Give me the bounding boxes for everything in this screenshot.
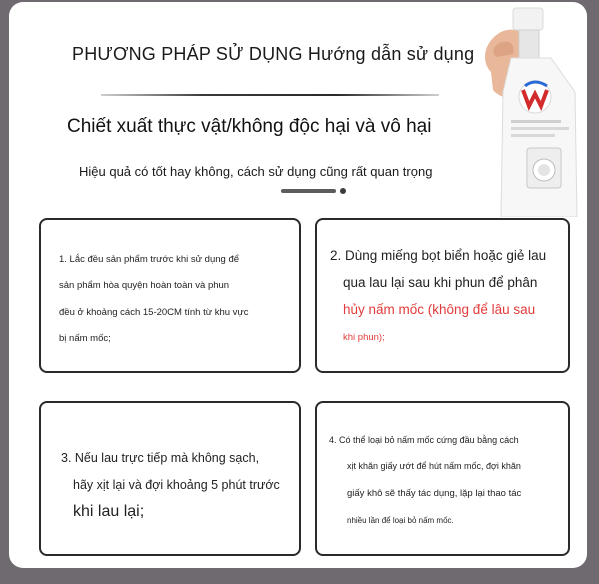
carousel-indicator[interactable] xyxy=(281,188,351,194)
page-subtitle: Chiết xuất thực vật/không độc hại và vô hại xyxy=(67,116,432,137)
title-divider xyxy=(101,94,439,96)
step-4-line-3: giấy khô sẽ thấy tác dụng, lặp lại thao tác xyxy=(347,488,522,499)
step-1-box xyxy=(39,218,301,373)
step-3-line-1: 3. Nếu lau trực tiếp mà không sạch, xyxy=(61,451,260,465)
step-2-line-2: qua lau lại sau khi phun để phân xyxy=(343,275,538,290)
step-3-line-3: khi lau lại; xyxy=(73,503,145,520)
step-3-line-2: hãy xịt lại và đợi khoảng 5 phút trước xyxy=(73,478,280,492)
instruction-card xyxy=(9,2,587,568)
step-1-line-1: 1. Lắc đều sản phẩm trước khi sử dụng để xyxy=(59,254,240,265)
step-4-box xyxy=(315,401,570,556)
page-title: PHƯƠNG PHÁP SỬ DỤNG Hướng dẫn sử dụng xyxy=(72,44,475,64)
step-2-box xyxy=(315,218,570,373)
step-1-line-3: đều ở khoảng cách 15-20CM tính từ khu vực xyxy=(59,307,249,318)
tagline: Hiệu quả có tốt hay không, cách sử dụng cũng rất quan trọng xyxy=(79,164,433,179)
step-2-line-4: khi phun); xyxy=(343,332,385,343)
spray-bottle-image xyxy=(471,2,587,217)
step-3-box xyxy=(39,401,301,556)
step-2-line-3: hủy nấm mốc (không để lâu sau xyxy=(343,302,536,317)
step-4-line-1: 4. Có thể loại bỏ nấm mốc cứng đầu bằng cách xyxy=(329,435,519,445)
step-1-line-4: bị nấm mốc; xyxy=(59,333,111,344)
carousel-dot[interactable] xyxy=(340,188,346,194)
step-1-line-2: sản phẩm hòa quyện hoàn toàn và phun xyxy=(59,280,230,291)
step-2-line-1: 2. Dùng miếng bọt biển hoặc giẻ lau xyxy=(330,248,547,263)
step-4-line-4: nhiều lần để loại bỏ nấm mốc. xyxy=(347,516,454,525)
carousel-active-bar[interactable] xyxy=(281,189,336,193)
step-4-line-2: xịt khăn giấy ướt để hút nấm mốc, đợi khăn xyxy=(347,461,521,471)
